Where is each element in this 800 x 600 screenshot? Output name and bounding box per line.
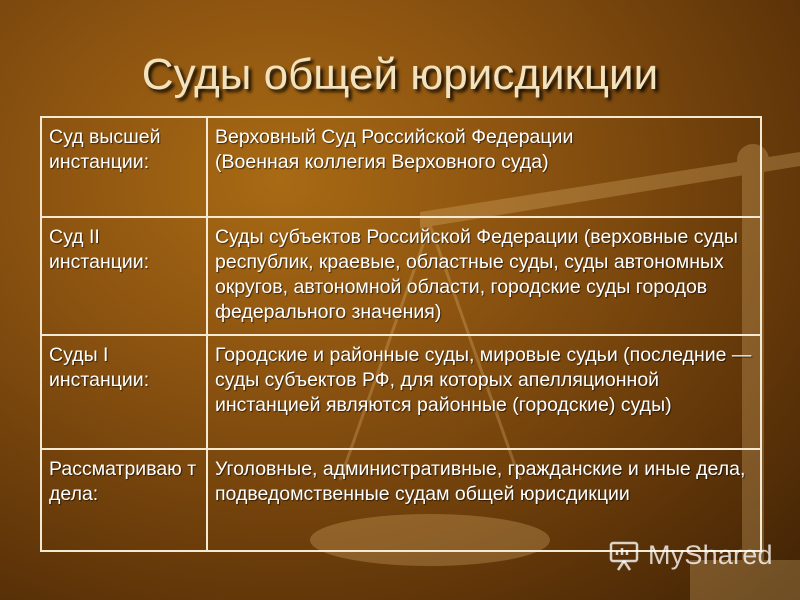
content-line: Суды субъектов Российской Федерации (верховные суды республик, краевые, областные суды, суды автономных округов, автономной области, городские суды городов федерального значения) (215, 226, 738, 323)
row-label: Суды I инстанции: (41, 335, 207, 449)
page-title: Суды общей юрисдикции (141, 50, 659, 99)
content-line: Городские и районные суды, мировые судьи (последние — суды субъектов РФ, для которых апелляционной инстанцией являются районные (городские) суды) (215, 344, 752, 416)
row-content (207, 117, 761, 217)
content-line: Верховный Суд Российской Федерации (215, 126, 574, 148)
watermark (608, 536, 773, 574)
row-label: Рассматриваю т дела: (41, 449, 207, 551)
watermark-text: MyShared (648, 539, 773, 570)
row-content (207, 335, 761, 449)
table-row (41, 335, 761, 449)
presentation-icon (608, 538, 642, 572)
row-label: Суд II инстанции: (41, 217, 207, 335)
row-label: Суд высшей инстанции: (41, 117, 207, 217)
table-row (41, 117, 761, 217)
content-line: Уголовные, административные, гражданские и иные дела, подведомственные судам общей юрисдикции (215, 458, 746, 505)
courts-table (40, 116, 762, 552)
row-content (207, 217, 761, 335)
content-line: (Военная коллегия Верховного суда) (215, 151, 549, 173)
table-row (41, 217, 761, 335)
